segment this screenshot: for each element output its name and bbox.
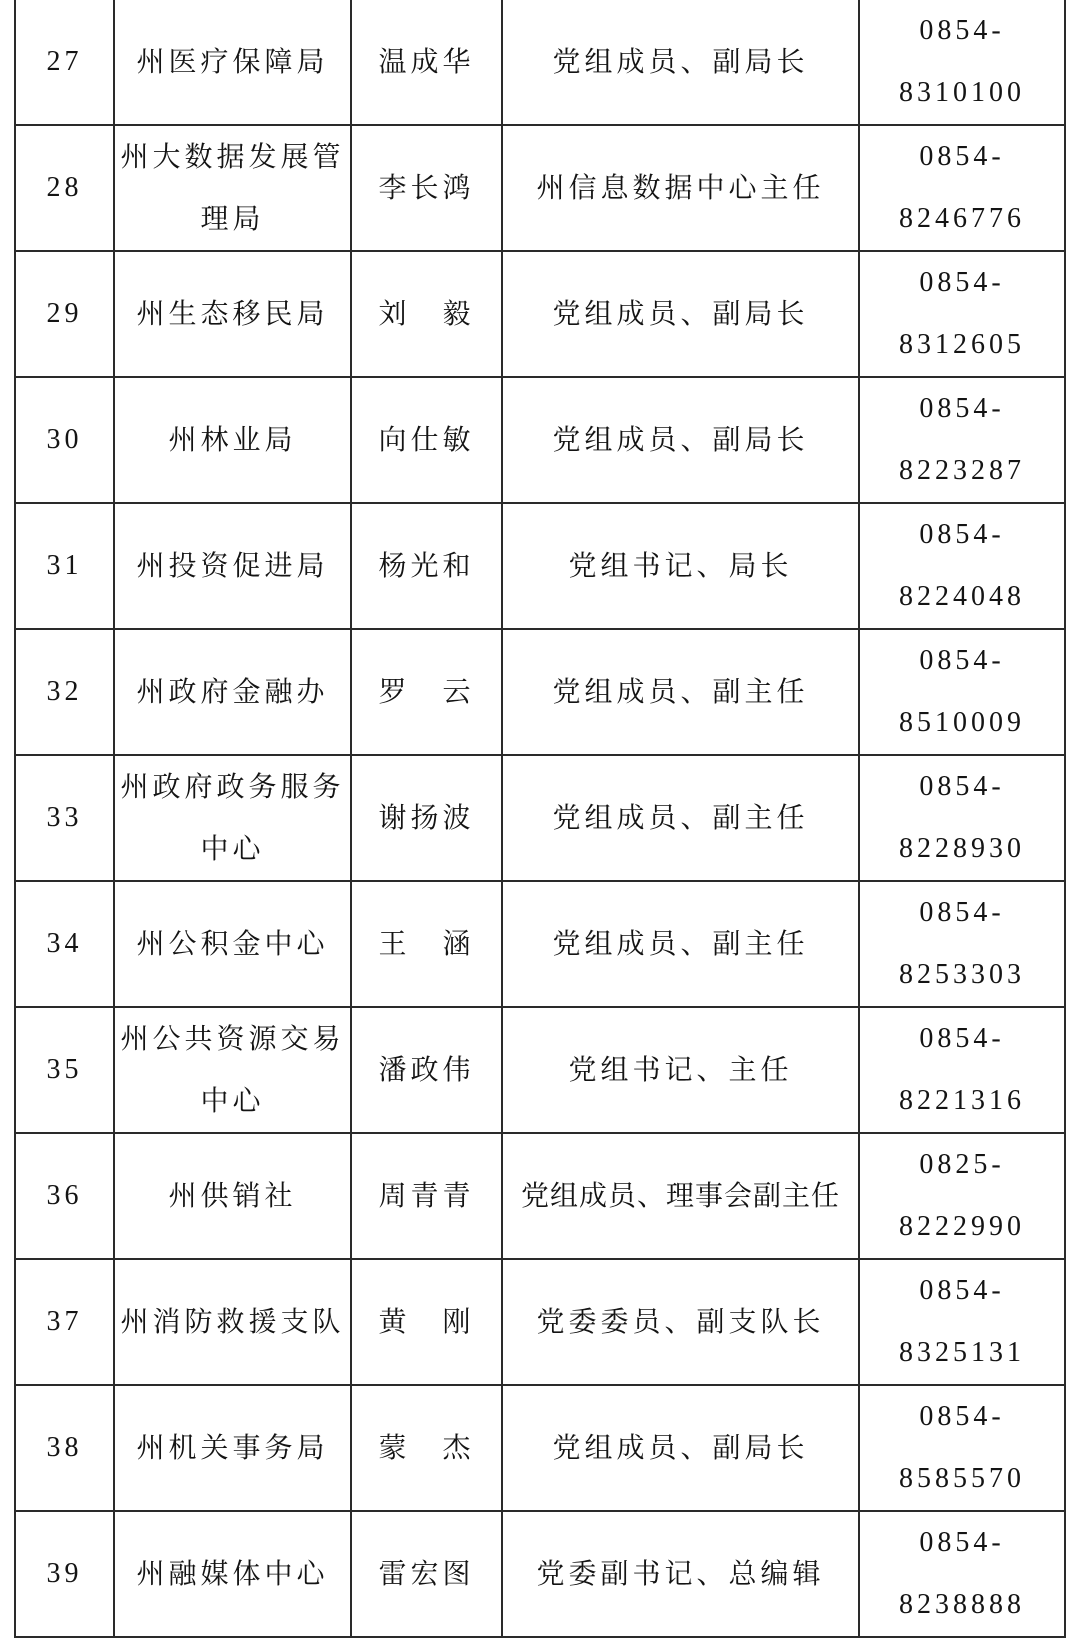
contact-name: 向仕敏 — [351, 377, 502, 503]
table-row — [15, 1385, 1065, 1511]
department: 州政府政务服务中心 — [114, 755, 351, 881]
department: 州林业局 — [114, 377, 351, 503]
row-number: 30 — [15, 377, 114, 503]
phone-number: 0854-8253303 — [859, 881, 1065, 1007]
department: 州大数据发展管理局 — [114, 125, 351, 251]
job-title: 党组成员、副局长 — [502, 0, 859, 125]
contact-name: 杨光和 — [351, 503, 502, 629]
job-title: 党组成员、理事会副主任 — [502, 1133, 859, 1259]
job-title: 党委委员、副支队长 — [502, 1259, 859, 1385]
table-row — [15, 881, 1065, 1007]
department: 州投资促进局 — [114, 503, 351, 629]
contact-table — [14, 0, 1066, 1638]
phone-number: 0854-8228930 — [859, 755, 1065, 881]
job-title: 党组成员、副局长 — [502, 251, 859, 377]
job-title: 党委副书记、总编辑 — [502, 1511, 859, 1637]
row-number: 27 — [15, 0, 114, 125]
contact-name: 王 涵 — [351, 881, 502, 1007]
table-row — [15, 1259, 1065, 1385]
row-number: 33 — [15, 755, 114, 881]
phone-number: 0854-8238888 — [859, 1511, 1065, 1637]
table-row — [15, 0, 1065, 125]
row-number: 35 — [15, 1007, 114, 1133]
row-number: 32 — [15, 629, 114, 755]
department: 州融媒体中心 — [114, 1511, 351, 1637]
job-title: 党组成员、副局长 — [502, 1385, 859, 1511]
phone-number: 0854-8312605 — [859, 251, 1065, 377]
job-title: 党组成员、副主任 — [502, 629, 859, 755]
table-row — [15, 251, 1065, 377]
job-title: 党组成员、副局长 — [502, 377, 859, 503]
job-title: 党组成员、副主任 — [502, 881, 859, 1007]
row-number: 38 — [15, 1385, 114, 1511]
department: 州公共资源交易中心 — [114, 1007, 351, 1133]
department: 州供销社 — [114, 1133, 351, 1259]
row-number: 36 — [15, 1133, 114, 1259]
phone-number: 0825-8222990 — [859, 1133, 1065, 1259]
job-title: 州信息数据中心主任 — [502, 125, 859, 251]
department: 州消防救援支队 — [114, 1259, 351, 1385]
contact-name: 蒙 杰 — [351, 1385, 502, 1511]
table-row — [15, 125, 1065, 251]
contact-name: 潘政伟 — [351, 1007, 502, 1133]
department: 州公积金中心 — [114, 881, 351, 1007]
row-number: 34 — [15, 881, 114, 1007]
phone-number: 0854-8585570 — [859, 1385, 1065, 1511]
row-number: 28 — [15, 125, 114, 251]
contact-name: 谢扬波 — [351, 755, 502, 881]
department: 州医疗保障局 — [114, 0, 351, 125]
table-row — [15, 755, 1065, 881]
contact-name: 刘 毅 — [351, 251, 502, 377]
table-row — [15, 629, 1065, 755]
department: 州政府金融办 — [114, 629, 351, 755]
department: 州机关事务局 — [114, 1385, 351, 1511]
table-row — [15, 1133, 1065, 1259]
job-title: 党组成员、副主任 — [502, 755, 859, 881]
contact-name: 周青青 — [351, 1133, 502, 1259]
table-row — [15, 1007, 1065, 1133]
job-title: 党组书记、局长 — [502, 503, 859, 629]
contact-name: 雷宏图 — [351, 1511, 502, 1637]
phone-number: 0854-8325131 — [859, 1259, 1065, 1385]
table-row — [15, 503, 1065, 629]
table-row — [15, 1511, 1065, 1637]
row-number: 39 — [15, 1511, 114, 1637]
phone-number: 0854-8223287 — [859, 377, 1065, 503]
table-row — [15, 377, 1065, 503]
contact-name: 罗 云 — [351, 629, 502, 755]
job-title: 党组书记、主任 — [502, 1007, 859, 1133]
phone-number: 0854-8310100 — [859, 0, 1065, 125]
phone-number: 0854-8510009 — [859, 629, 1065, 755]
row-number: 31 — [15, 503, 114, 629]
row-number: 29 — [15, 251, 114, 377]
department: 州生态移民局 — [114, 251, 351, 377]
contact-name: 黄 刚 — [351, 1259, 502, 1385]
contact-name: 温成华 — [351, 0, 502, 125]
phone-number: 0854-8224048 — [859, 503, 1065, 629]
phone-number: 0854-8221316 — [859, 1007, 1065, 1133]
phone-number: 0854-8246776 — [859, 125, 1065, 251]
contact-name: 李长鸿 — [351, 125, 502, 251]
row-number: 37 — [15, 1259, 114, 1385]
